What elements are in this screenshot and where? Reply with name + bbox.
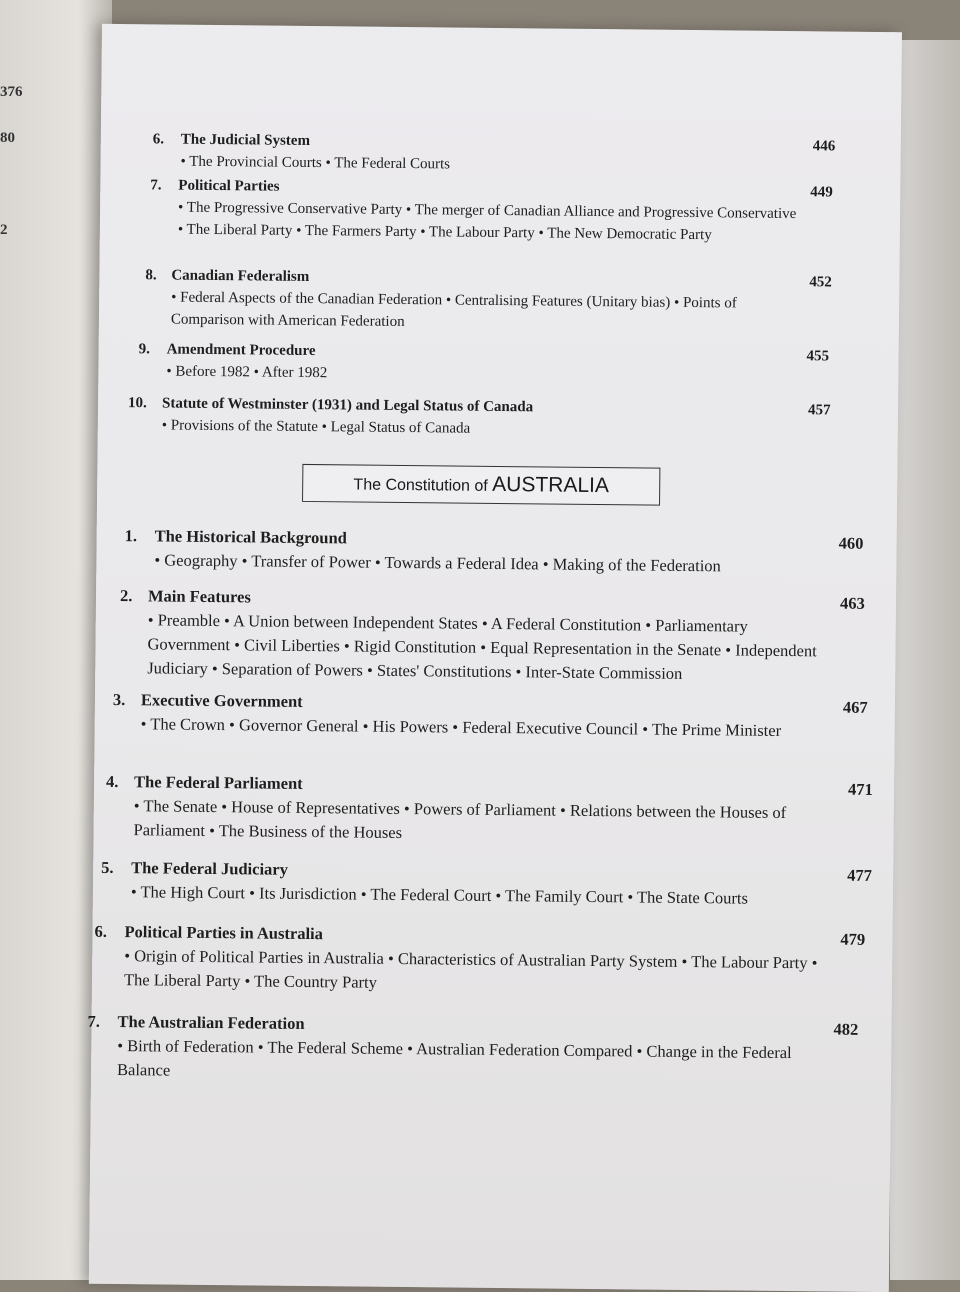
entry-number: 1.	[124, 526, 138, 546]
toc-entry	[101, 856, 881, 912]
entry-page-number: 446	[812, 138, 836, 155]
entry-title: Canadian Federalism	[171, 267, 310, 285]
entry-page-number: 457	[807, 402, 831, 419]
entry-number: 7.	[87, 1011, 101, 1031]
entry-title: Political Parties in Australia	[124, 922, 324, 944]
canada-section	[102, 24, 902, 437]
entry-number: 8.	[145, 267, 157, 284]
entry-number: 2.	[119, 586, 133, 606]
entry-page-number: 452	[809, 274, 832, 291]
toc-entry	[127, 392, 831, 443]
toc-entry	[145, 264, 830, 337]
entry-topics: • Birth of Federation • The Federal Scheme • Australian Federation Compared • Change in the Federal Balance	[116, 1036, 792, 1080]
entry-topics: • The Provincial Courts • The Federal Courts	[180, 153, 451, 173]
entry-topics: • The Senate • House of Representatives • Powers of Parliament • Relations between the Houses of Parliament • The Business of the Houses	[133, 796, 787, 842]
entry-title: The Federal Judiciary	[131, 858, 289, 879]
toc-entry	[152, 128, 836, 179]
entry-title: The Historical Background	[154, 526, 347, 548]
heading-country: AUSTRALIA	[492, 472, 610, 498]
left-page-number: 2	[0, 222, 8, 238]
toc-entry	[105, 770, 876, 850]
entry-page-number: 471	[847, 779, 873, 799]
entry-number: 7.	[150, 177, 162, 194]
entry-page-number: 477	[847, 865, 872, 885]
entry-number: 4.	[105, 771, 119, 792]
entry-topics: • The Progressive Conservative Party • The merger of Canadian Alliance and Progressive Conservative • The Liberal Party • The Farmers Party • The Labour Party • The New Democratic Party	[177, 199, 797, 244]
entry-title: Statute of Westminster (1931) and Legal Status of Canada	[161, 395, 534, 416]
entry-page-number: 449	[810, 184, 833, 201]
heading-prefix: The Constitution of	[353, 476, 493, 495]
entry-title: The Federal Parliament	[133, 772, 303, 793]
entry-title: The Judicial System	[180, 131, 311, 149]
entry-title: Political Parties	[178, 177, 280, 195]
toc-entry	[138, 338, 828, 389]
entry-page-number: 467	[842, 697, 868, 717]
entry-topics: • Origin of Political Parties in Australia • Characteristics of Australian Party System • The Labour Party • The Liberal Party • The Country Party	[123, 946, 818, 992]
entry-number: 5.	[101, 857, 114, 877]
entry-topics: • Federal Aspects of the Canadian Federation • Centralising Features (Unitary bias) • Points of Comparison with American Federation	[170, 289, 737, 330]
entry-title: Executive Government	[140, 690, 303, 711]
contents-page	[89, 24, 902, 1292]
toc-entry	[94, 920, 885, 1000]
entry-number: 6.	[152, 131, 165, 148]
left-page-number: 80	[0, 130, 15, 146]
entry-topics: • The Crown • Governor General • His Powers • Federal Executive Council • The Prime Minister	[140, 714, 782, 740]
entry-topics: • Preamble • A Union between Independent States • A Federal Constitution • Parliamentary Government • Civil Liberties • Rigid Constitution • Equal Representation in the Senate • Independent Judiciary • Separation of Powers • States' Constitutions • Inter-State Commission	[147, 610, 817, 683]
entry-topics: • Geography • Transfer of Power • Towards a Federal Idea • Making of the Federation	[154, 550, 721, 576]
entry-number: 9.	[138, 341, 150, 358]
entry-number: 3.	[112, 689, 126, 710]
entry-number: 6.	[94, 921, 107, 941]
entry-topics: • The High Court • Its Jurisdiction • The Federal Court • The Family Court • The State Courts	[130, 882, 749, 908]
entry-topics: • Provisions of the Statute • Legal Status of Canada	[161, 417, 471, 437]
entry-page-number: 479	[840, 929, 866, 949]
page-stack-edge	[890, 40, 960, 1280]
toc-entry	[119, 584, 870, 688]
toc-entry	[87, 1010, 878, 1090]
toc-entry	[113, 688, 873, 744]
entry-title: The Australian Federation	[117, 1012, 305, 1033]
entry-title: Amendment Procedure	[166, 341, 316, 360]
toc-entry	[150, 174, 831, 247]
toc-entry	[124, 524, 869, 580]
entry-page-number: 455	[806, 348, 830, 365]
entry-page-number: 482	[833, 1019, 859, 1039]
entry-page-number: 460	[838, 533, 864, 553]
entry-number: 10.	[127, 395, 147, 412]
left-page-number: 376	[0, 84, 23, 100]
entry-topics: • Before 1982 • After 1982	[166, 363, 328, 382]
entry-page-number: 463	[839, 593, 865, 613]
section-heading	[302, 464, 660, 506]
entry-title: Main Features	[147, 586, 251, 607]
